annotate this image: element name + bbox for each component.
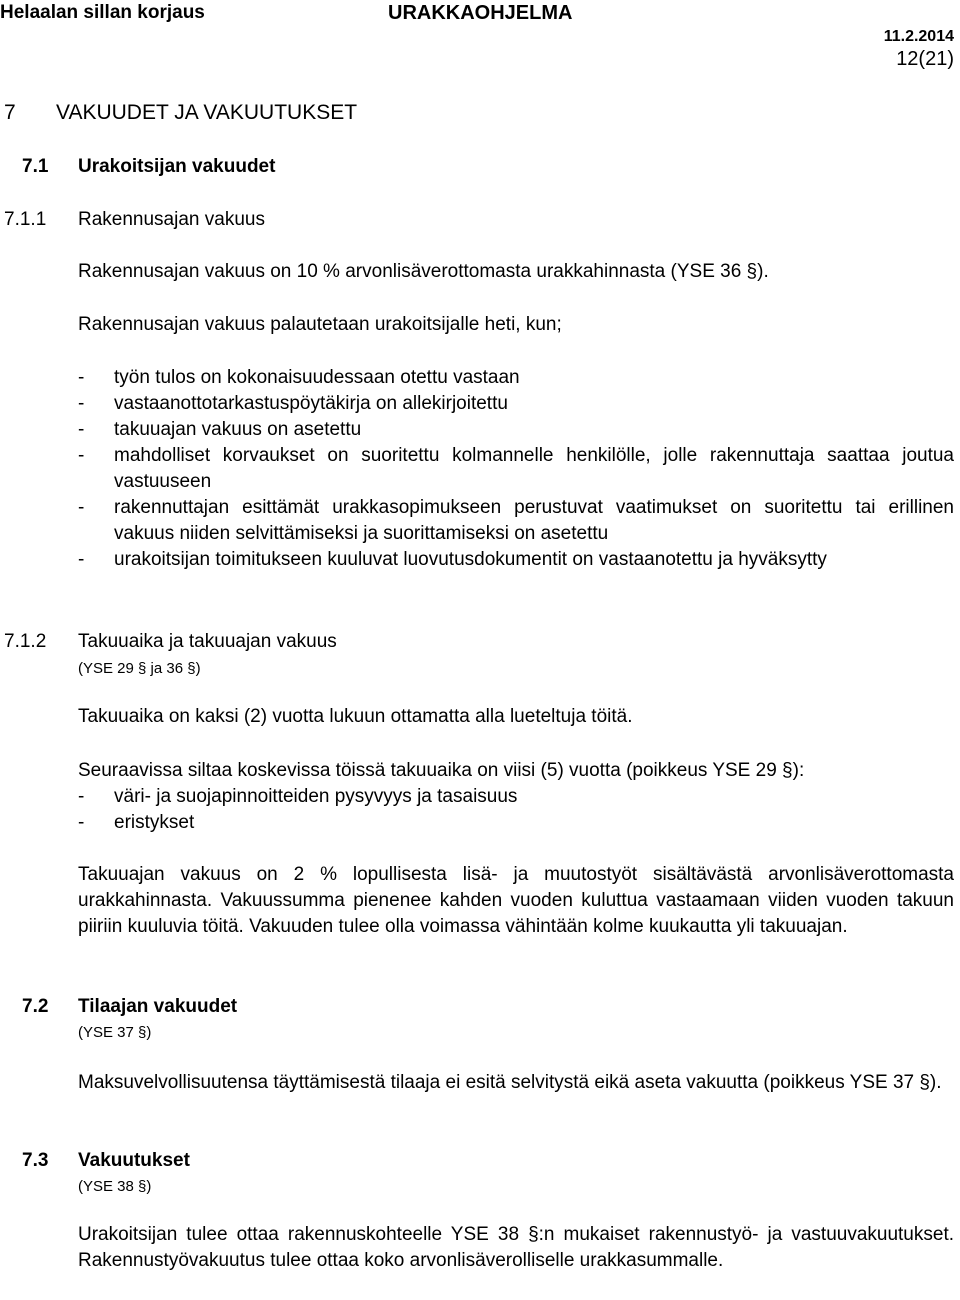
list-item: - urakoitsijan toimitukseen kuuluvat luovutusdokumentit on vastaanotettu ja hyväksytty [78,549,827,570]
section-number: 7.2 [22,996,49,1017]
section-title: VAKUUDET JA VAKUUTUKSET [56,101,358,124]
paragraph: Rakennusajan vakuus on 10 % arvonlisäverottomasta urakkahinnasta (YSE 36 §). [78,261,769,282]
section-number: 7.1.1 [4,209,47,230]
paragraph: Rakennusajan vakuus palautetaan urakoitsijalle heti, kun; [78,314,562,335]
paragraph: Urakoitsijan tulee ottaa rakennuskohteelle YSE 38 §:n mukaiset rakennustyö- ja vastuuvakuutukset. Rakennustyövakuutus tulee ottaa koko arvonlisäverolliselle urakkasummalle. [78,1224,954,1271]
list-item: - takuuajan vakuus on asetettu [78,419,362,440]
section-7-heading [4,100,357,126]
section-number: 7.1 [22,156,49,177]
list-item: - väri- ja suojapinnoitteiden pysyvyys ja tasaisuus [78,786,518,807]
list-item: - vastaanottotarkastuspöytäkirja on allekirjoitettu [78,393,508,414]
bullet-list [78,365,954,573]
section-number: 7.1.2 [4,631,47,652]
paragraph: Maksuvelvollisuutensa täyttämisestä tilaaja ei esitä selvitystä eikä aseta vakuutta (poikkeus YSE 37 §). [78,1072,942,1093]
section-title: Tilaajan vakuudet [78,996,238,1017]
law-reference: (YSE 38 §) [78,1178,152,1195]
section-title: Urakoitsijan vakuudet [78,156,276,177]
section-title: Rakennusajan vakuus [78,209,265,230]
bullet-list [78,784,954,836]
document-date: 11.2.2014 [883,28,954,45]
section-number: 7 [4,101,16,124]
paragraph: Takuuajan vakuus on 2 % lopullisesta lisä- ja muutostyöt sisältävästä arvonlisäverottomasta urakkahinnasta. Vakuussumma pienenee kahden vuoden kuluttua vastaamaan viiden vuoden takuun piiriin kuuluvia töitä. Vakuuden tulee olla voimassa vähintään kolme kuukautta yli takuuajan. [78,864,954,937]
paragraph: Takuuaika on kaksi (2) vuotta lukuun ottamatta alla lueteltuja töitä. [78,706,633,727]
section-number: 7.3 [22,1150,49,1171]
section-title: Vakuutukset [78,1150,190,1171]
law-reference: (YSE 37 §) [78,1024,152,1041]
list-item: - mahdolliset korvaukset on suoritettu kolmannelle henkilölle, jolle rakennuttaja saattaa joutua vastuuseen [78,445,954,492]
list-item: - työn tulos on kokonaisuudessaan otettu vastaan [78,367,520,388]
paragraph: Seuraavissa siltaa koskevissa töissä takuuaika on viisi (5) vuotta (poikkeus YSE 29 §): [78,760,805,781]
list-item: - eristykset [78,812,195,833]
section-title: Takuuaika ja takuuajan vakuus [78,631,337,652]
page-number: 12(21) [896,48,954,70]
document-project-name: Helaalan sillan korjaus [0,2,205,23]
document-type: URAKKAOHJELMA [388,2,573,24]
law-reference: (YSE 29 § ja 36 §) [78,660,201,677]
list-item: - rakennuttajan esittämät urakkasopimukseen perustuvat vaatimukset on suoritettu tai erillinen vakuus niiden selvittämiseksi ja suorittamiseksi on asetettu [78,497,954,544]
